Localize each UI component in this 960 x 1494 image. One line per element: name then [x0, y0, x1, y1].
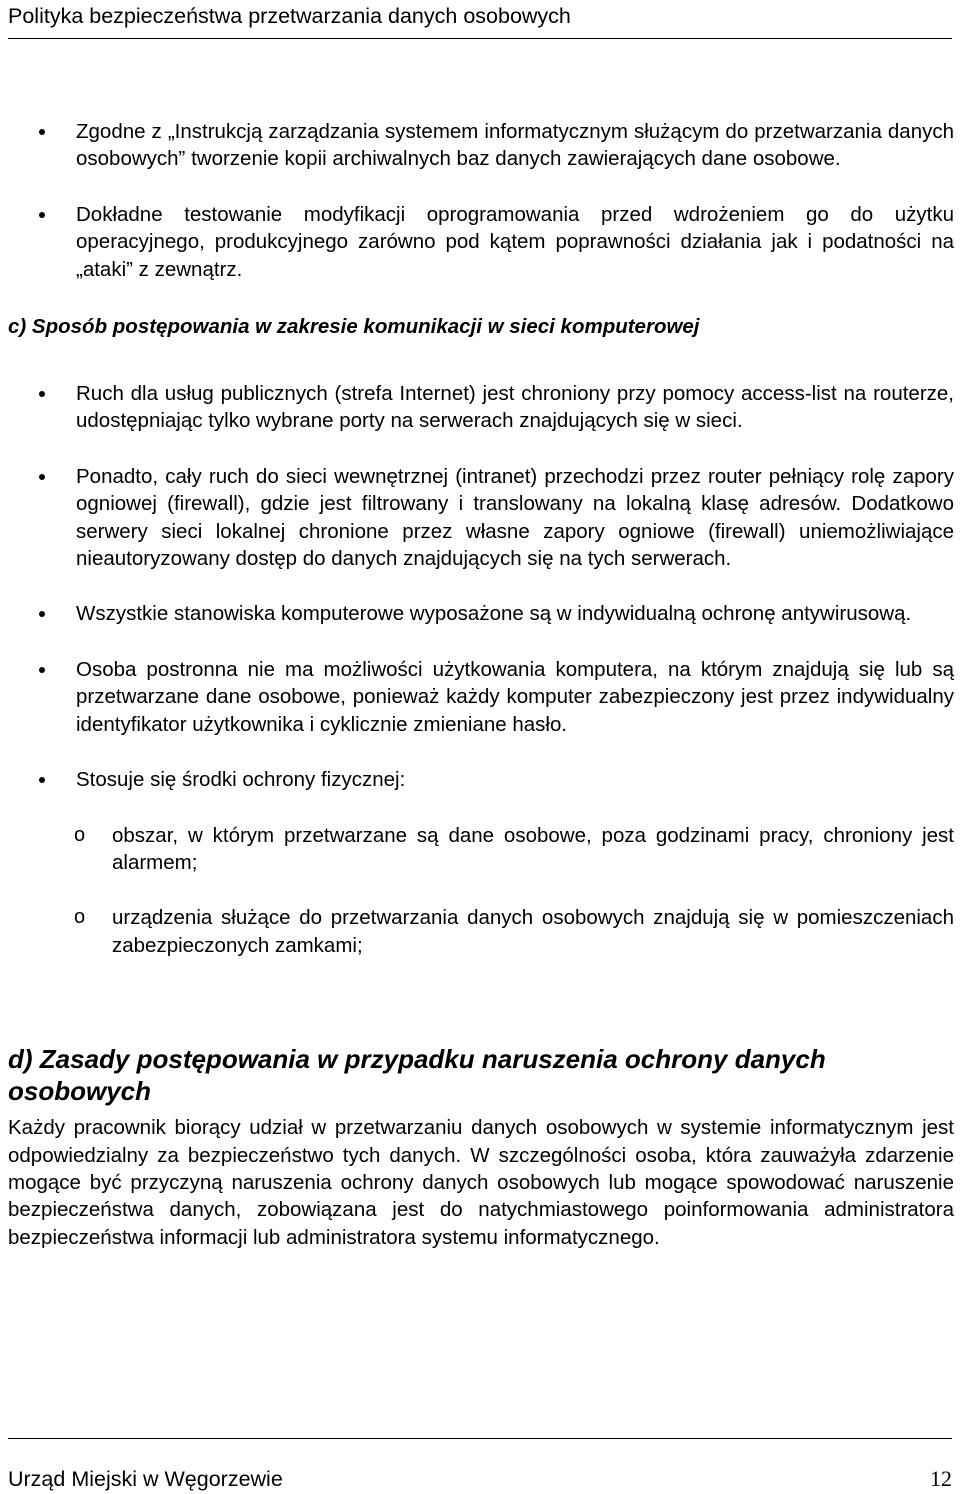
section-d-paragraph: Każdy pracownik biorący udział w przetwarzaniu danych osobowych w systemie informatycznym jest odpowiedzialny za bezpieczeństwo tych danych. W szczególności osoba, która zauważyła zdarzenie mogące być przyczyną naruszenia ochrony danych osobowych lub mogące spowodować naruszenie bezpieczeństwa danych, zobowiązana jest do natychmiastowego poinformowania administratora bezpieczeństwa informacji lub administratora systemu informatycznego. — [8, 1116, 954, 1249]
sub-list-item-text: obszar, w którym przetwarzane są dane osobowe, poza godzinami pracy, chroniony jest alarmem; — [112, 823, 954, 874]
footer-organization: Urząd Miejski w Węgorzewie — [8, 1467, 283, 1491]
list-item-text: Zgodne z „Instrukcją zarządzania systemem informatycznym służącym do przetwarzania danych osobowych” tworzenie kopii archiwalnych baz danych zawierających dane osobowe. — [76, 120, 954, 171]
bullet-icon — [39, 474, 45, 480]
list-item — [8, 201, 954, 283]
document-title: Polityka bezpieczeństwa przetwarzania danych osobowych — [8, 4, 571, 28]
bullet-icon — [39, 129, 45, 135]
list-item — [8, 656, 954, 738]
page-footer — [8, 1438, 952, 1494]
list-item-text: Dokładne testowanie modyfikacji oprogramowania przed wdrożeniem go do użytku operacyjnego, produkcyjnego zarówno pod kątem poprawności działania jak i podatności na „ataki” z zewnątrz. — [76, 202, 954, 281]
section-d-heading: d) Zasady postępowania w przypadku naruszenia ochrony danych osobowych — [8, 1044, 826, 1107]
physical-protection-sub-list — [8, 822, 954, 960]
bullet-icon — [39, 611, 45, 617]
bullet-icon — [39, 777, 45, 783]
document-body — [8, 118, 954, 1251]
list-item-text: Wszystkie stanowiska komputerowe wyposażone są w indywidualną ochronę antywirusową. — [76, 602, 912, 626]
list-item — [8, 118, 954, 173]
section-c-bullet-list — [8, 380, 954, 793]
list-item — [8, 766, 954, 793]
circle-bullet-icon: o — [74, 823, 86, 846]
list-item-text: Stosuje się środki ochrony fizycznej: — [76, 768, 406, 792]
list-item — [8, 600, 954, 627]
list-item — [8, 463, 954, 573]
list-item-text: Osoba postronna nie ma możliwości użytkowania komputera, na którym znajdują się lub są przetwarzane dane osobowe, ponieważ każdy komputer zabezpieczony jest przez indywidualny identyfikator użytkownika i cyklicznie zmieniane hasło. — [76, 657, 954, 736]
bullet-icon — [39, 212, 45, 218]
list-item-text: Ponadto, cały ruch do sieci wewnętrznej (intranet) przechodzi przez router pełniący rolę zapory ogniowej (firewall), gdzie jest filtrowany i translowany na lokalną klasę adresów. Dodatkowo serwery sieci lokalnej chronione przez własne zapory ogniowe (firewall) uniemożliwiające nieautoryzowany dostęp do danych znajdujących się na tych serwerach. — [76, 464, 954, 571]
sub-list-item-text: urządzenia służące do przetwarzania danych osobowych znajdują się w pomieszczeniach zabezpieczonych zamkami; — [112, 906, 954, 957]
list-item-text: Ruch dla usług publicznych (strefa Internet) jest chroniony przy pomocy access-list na routerze, udostępniając tylko wybrane porty na serwerach znajdujących się w sieci. — [76, 382, 954, 433]
section-c-heading: c) Sposób postępowania w zakresie komunikacji w sieci komputerowej — [8, 315, 700, 339]
sub-list-item — [8, 822, 954, 877]
intro-bullet-list — [8, 118, 954, 283]
page-header — [8, 0, 952, 39]
list-item — [8, 380, 954, 435]
bullet-icon — [39, 391, 45, 397]
page-number: 12 — [930, 1466, 952, 1491]
bullet-icon — [39, 667, 45, 673]
sub-list-item — [8, 904, 954, 959]
circle-bullet-icon: o — [74, 906, 86, 929]
